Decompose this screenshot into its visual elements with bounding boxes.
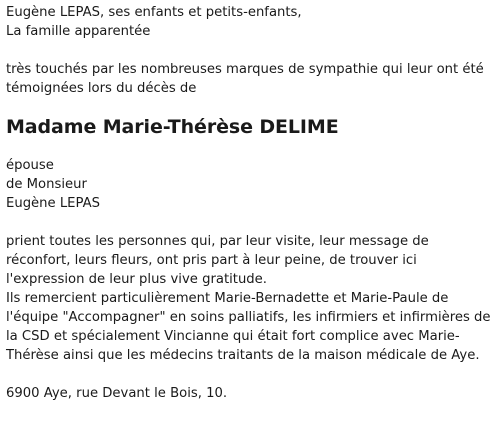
- intro-line: très touchés par les nombreuses marques de sympathie qui leur ont été: [6, 62, 484, 77]
- thanks-line: l'expression de leur plus vive gratitude.: [6, 272, 267, 287]
- family-line: La famille apparentée: [6, 24, 151, 39]
- obituary-thanks-notice: [6, 3, 496, 403]
- address-block: [6, 384, 496, 403]
- deceased-name: Madame Marie-Thérèse DELIME: [6, 116, 339, 138]
- thanks-line: prient toutes les personnes qui, par leur visite, leur message de: [6, 234, 429, 249]
- thanks-block: [6, 232, 496, 289]
- special-thanks-line: Thérèse ainsi que les médecins traitants de la maison médicale de Aye.: [6, 348, 480, 363]
- special-thanks-block: [6, 289, 496, 365]
- special-thanks-line: l'équipe "Accompagner" en soins palliatifs, les infirmiers et infirmières de: [6, 310, 491, 325]
- spouse-line: épouse: [6, 158, 54, 173]
- thanks-line: réconfort, leurs fleurs, ont pris part à leur peine, de trouver ici: [6, 253, 417, 268]
- special-thanks-line: Ils remercient particulièrement Marie-Bernadette et Marie-Paule de: [6, 291, 449, 306]
- address: 6900 Aye, rue Devant le Bois, 10.: [6, 386, 228, 401]
- intro-line: témoignées lors du décès de: [6, 81, 197, 96]
- intro-block: [6, 60, 496, 98]
- family-line: Eugène LEPAS, ses enfants et petits-enfants,: [6, 5, 302, 20]
- special-thanks-line: la CSD et spécialement Vincianne qui était fort complice avec Marie-: [6, 329, 460, 344]
- spouse-line: de Monsieur: [6, 177, 87, 192]
- spouse-line: Eugène LEPAS: [6, 196, 101, 211]
- family-block: [6, 3, 496, 41]
- spouse-block: [6, 156, 496, 213]
